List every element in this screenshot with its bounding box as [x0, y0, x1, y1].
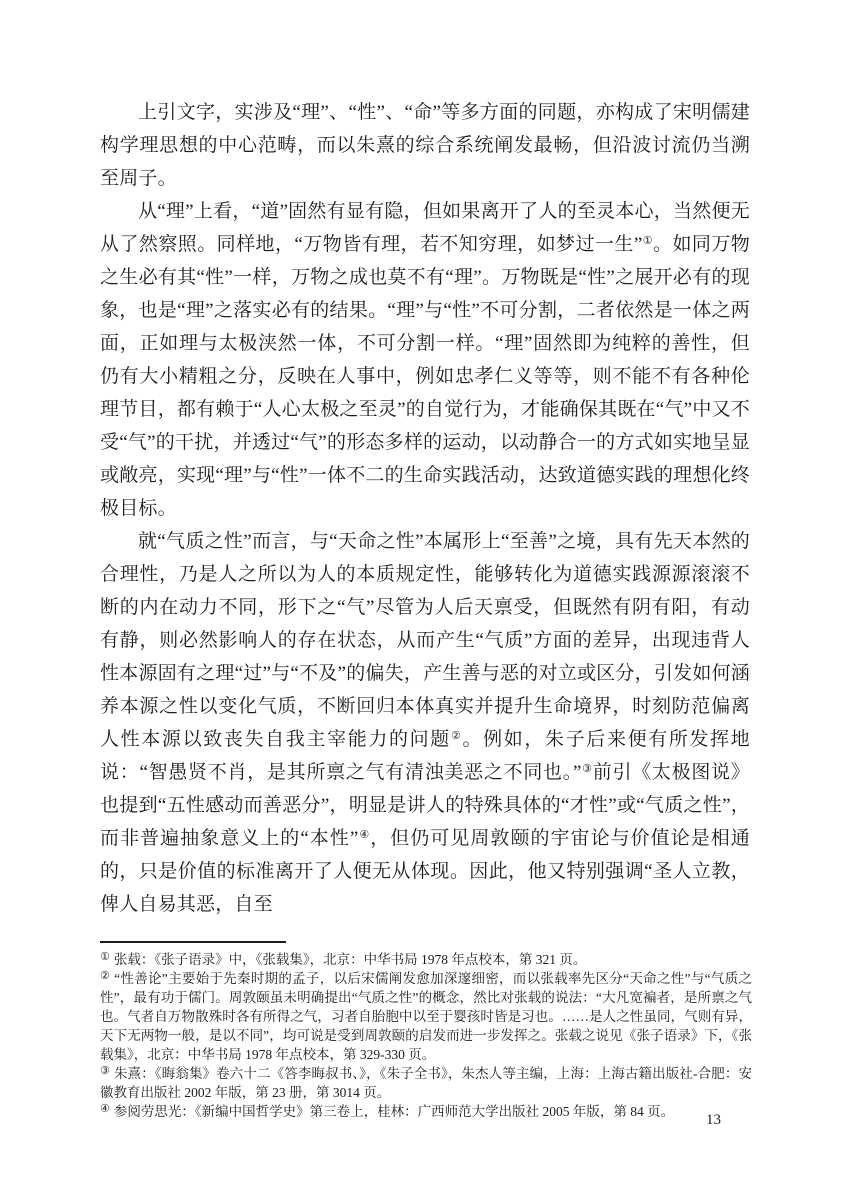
paragraph: 从“理”上看，“道”固然有显有隐，但如果离开了人的至灵本心，当然便无从了然察照。同样地，“万物皆有理，若不知穷理，如梦过一生”①。如同万物之生必有其“性”一样，万物之成也莫不有“理”。万物既是“性”之展开必有的现象，也是“理”之落实必有的结果。“理”与“性”不可分割，二者依然是一体之两面，正如理与太极浃然一体，不可分割一样。“理”固然即为纯粹的善性，但仍有大小精粗之分，反映在人事中，例如忠孝仁义等等，则不能不有各种伦理节目，都有赖于“人心太极之至灵”的自觉行为，才能确保其既在“气”中又不受“气”的干扰，并透过“气”的形态多样的运动，以动静合一的方式如实地呈显或敞亮，实现“理”与“性”一体不二的生命实践活动，达致道德实践的理想化终极目标。 — [100, 201, 750, 519]
paragraph: 就“气质之性”而言，与“天命之性”本属形上“至善”之境，具有先天本然的合理性，乃是人之所以为人的本质规定性，能够转化为道德实践源源滚滚不断的内在动力不同，形下之“气”尽管为人后天禀受，但既然有阴有阳，有动有静，则必然影响人的存在状态，从而产生“气质”方面的差异，出现违背人性本源固有之理“过”与“不及”的偏失，产生善与恶的对立或区分，引发如何涵养本源之性以变化气质，不断回归本体真实并提升生命境界，时刻防范偏离人性本源以致丧失自我主宰能力的问题②。例如，朱子后来便有所发挥地说：“智愚贤不肖，是其所禀之气有清浊美恶之不同也。”③前引《太极图说》也提到“五性感动而善恶分”，明显是讲人的特殊具体的“才性”或“气质之性”，而非普遍抽象意义上的“本性”④，但仍可见周敦颐的宇宙论与价值论是相通的，只是价值的标准离开了人便无从体现。因此，他又特别强调“圣人立教，俾人自易其恶，自至 — [100, 531, 751, 915]
footnote: ③ 朱熹：《晦翁集》卷六十二《答李晦叔书、》，《朱子全书》，朱杰人等主编，上海：上海古籍出版社-合肥：安徽教育出版社 2002 年版，第 23 册，第 3014 页。 — [100, 1065, 752, 1100]
footnote: ④ 参阅劳思光：《新编中国哲学史》第三卷上，桂林：广西师范大学出版社 2005 年版，第 84 页。 — [100, 1103, 675, 1119]
footnotes-section — [100, 950, 752, 1121]
footnote-ref: ① — [642, 235, 654, 247]
footnote-ref: ④ — [358, 829, 371, 841]
body-text — [100, 96, 750, 921]
page-number: 13 — [706, 1112, 721, 1128]
paragraph: 上引文字，实涉及“理”、“性”、“命”等多方面的同题，亦构成了宋明儒建构学理思想的中心范畴，而以朱熹的综合系统阐发最畅，但沿波讨流仍当溯至周子。 — [100, 102, 750, 189]
footnote-ref: ② — [450, 730, 463, 742]
footnote-ref: ③ — [581, 763, 593, 775]
footnote-separator — [100, 941, 286, 943]
footnote-marker: ① — [100, 951, 110, 963]
footnote-marker: ③ — [100, 1065, 110, 1077]
footnote-marker: ④ — [100, 1103, 110, 1115]
footnote: ① 张载：《张子语录》中，《张载集》，北京：中华书局 1978 年点校本，第 321 页。 — [100, 951, 587, 967]
footnote: ② “性善论”主要始于先秦时期的孟子，以后宋儒阐发愈加深邃细密，而以张载率先区分“天命之性”与“气质之性”，最有功于儒门。周敦颐虽未明确提出“气质之性”的概念，然比对张载的说法：“大凡宽褊者，是所禀之气也。气者自万物散殊时各有所得之气，习者自胎胞中以至于婴孩时皆是习也。……是人之性虽同，气则有异，天下无两物一般，是以不同”，均可说是受到周敦颐的启发而进一步发挥之。张载之说见《张子语录》下，《张载集》，北京：中华书局 1978 年点校本，第 329-330 页。 — [100, 970, 752, 1062]
footnote-marker: ② — [100, 970, 111, 982]
